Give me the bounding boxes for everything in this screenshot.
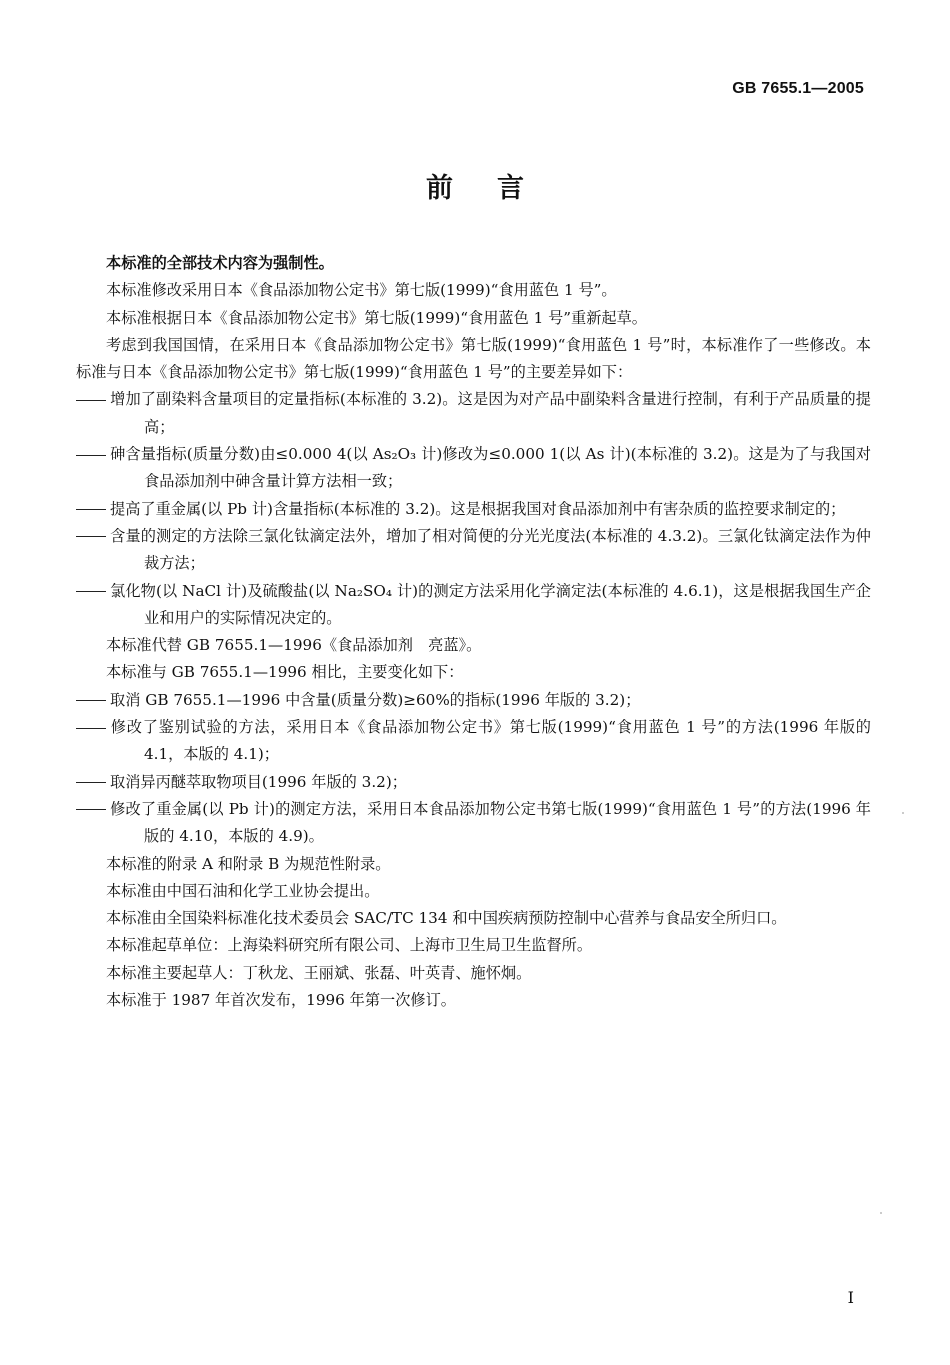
scan-speck [902, 812, 904, 814]
paragraph-annex: 本标准的附录 A 和附录 B 为规范性附录。 [106, 854, 391, 873]
dash-mark [76, 687, 110, 714]
document-body [76, 250, 871, 1014]
list-item: 修改了重金属(以 Pb 计)的测定方法，采用日本食品添加物公定书第七版(1999)“食用蓝色 1 号”的方法(1996 年版的 4.10，本版的 4.9)。 [110, 796, 871, 851]
paragraph-redrafted: 本标准根据日本《食品添加物公定书》第七版(1999)“食用蓝色 1 号”重新起草。 [106, 308, 647, 327]
dash-mark [76, 578, 110, 605]
mandatory-statement: 本标准的全部技术内容为强制性。 [106, 254, 334, 272]
page-number: I [847, 1288, 854, 1307]
scan-speck [880, 1212, 882, 1214]
dash-mark [76, 769, 110, 796]
dash-mark [76, 523, 110, 550]
dash-mark [76, 386, 110, 413]
dash-mark [76, 496, 110, 523]
paragraph-replaces: 本标准代替 GB 7655.1—1996《食品添加剂 亮蓝》。 [106, 636, 482, 655]
paragraph-centralized: 本标准由全国染料标准化技术委员会 SAC/TC 134 和中国疾病预防控制中心营养与食品安全所归口。 [106, 909, 787, 928]
paragraph-history: 本标准于 1987 年首次发布，1996 年第一次修订。 [106, 991, 456, 1010]
list-item: 提高了重金属(以 Pb 计)含量指标(本标准的 3.2)。这是根据我国对食品添加剂中有害杂质的监控要求制定的； [110, 496, 871, 523]
dash-mark [76, 796, 110, 823]
list-item: 取消异丙醚萃取物项目(1996 年版的 3.2)； [110, 769, 871, 796]
paragraph-drafters: 本标准主要起草人：丁秋龙、王丽斌、张磊、叶英青、施怀炯。 [106, 963, 532, 982]
dash-mark [76, 714, 110, 741]
list-item: 增加了副染料含量项目的定量指标(本标准的 3.2)。这是因为对产品中副染料含量进行控制，有利于产品质量的提高； [110, 386, 871, 441]
list-item: 修改了鉴别试验的方法，采用日本《食品添加物公定书》第七版(1999)“食用蓝色 1 号”的方法(1996 年版的 4.1，本版的 4.1)； [110, 714, 871, 769]
paragraph-adoption: 本标准修改采用日本《食品添加物公定书》第七版(1999)“食用蓝色 1 号”。 [106, 281, 617, 300]
list-item: 取消 GB 7655.1—1996 中含量(质量分数)≥60%的指标(1996 年版的 3.2)； [110, 687, 871, 714]
paragraph-differences-intro: 考虑到我国国情，在采用日本《食品添加物公定书》第七版(1999)“食用蓝色 1 号”时，本标准作了一些修改。本标准与日本《食品添加物公定书》第七版(1999)“食用蓝色 1 号”的主要差异如下： [76, 335, 871, 382]
standard-code: GB 7655.1—2005 [732, 80, 864, 97]
paragraph-drafting-units: 本标准起草单位：上海染料研究所有限公司、上海市卫生局卫生监督所。 [106, 936, 592, 955]
list-item: 砷含量指标(质量分数)由≤0.000 4(以 As₂O₃ 计)修改为≤0.000 1(以 As 计)(本标准的 3.2)。这是为了与我国对食品添加剂中砷含量计算方法相一致； [110, 441, 871, 496]
paragraph-changes-intro: 本标准与 GB 7655.1—1996 相比，主要变化如下： [106, 663, 464, 682]
dash-mark [76, 441, 110, 468]
paragraph-proposer: 本标准由中国石油和化学工业协会提出。 [106, 881, 380, 900]
list-item: 氯化物(以 NaCl 计)及硫酸盐(以 Na₂SO₄ 计)的测定方法采用化学滴定法(本标准的 4.6.1)，这是根据我国生产企业和用户的实际情况决定的。 [110, 578, 871, 633]
page-title: 前言 [426, 173, 568, 204]
list-item: 含量的测定的方法除三氯化钛滴定法外，增加了相对简便的分光光度法(本标准的 4.3.2)。三氯化钛滴定法作为仲裁方法； [110, 523, 871, 578]
